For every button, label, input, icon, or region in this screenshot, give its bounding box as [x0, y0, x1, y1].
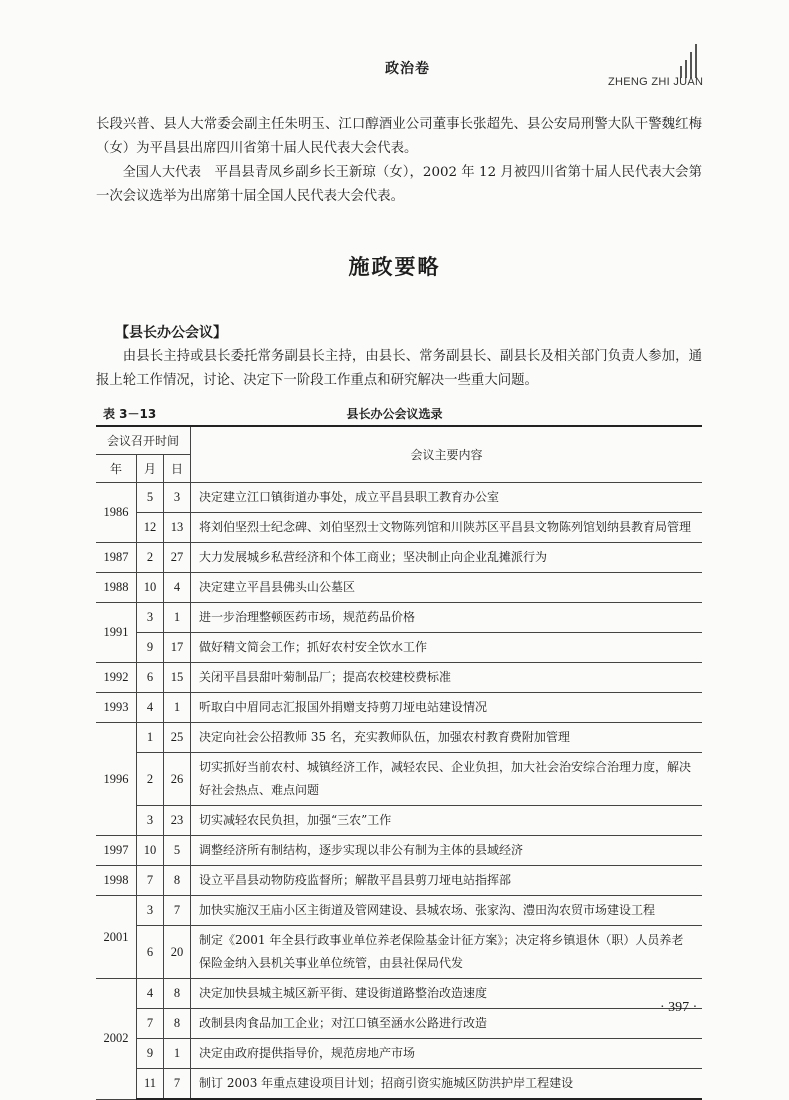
header-time-group: 会议召开时间: [96, 426, 191, 455]
month-cell: 4: [137, 979, 164, 1009]
header-day: 日: [164, 455, 191, 483]
month-cell: 7: [137, 1009, 164, 1039]
month-cell: 6: [137, 926, 164, 979]
subheading: 【县长办公会议】: [115, 325, 227, 341]
header-year: 年: [96, 455, 137, 483]
month-cell: 5: [137, 483, 164, 513]
paragraph-body: 平昌县青凤乡副乡长王新琼（女），2002 年 12 月被四川省第十届人民代表大会第一次会议选举为出席第十届全国人民代表大会代表。: [96, 165, 702, 204]
table-row: [96, 896, 702, 926]
day-cell: 1: [164, 603, 191, 633]
day-cell: 8: [164, 866, 191, 896]
month-cell: 10: [137, 573, 164, 603]
month-cell: 7: [137, 866, 164, 896]
bar-logo-icon: [680, 42, 700, 78]
year-cell: 1986: [96, 483, 137, 543]
volume-pinyin: ZHENG ZHI JUAN: [608, 76, 704, 88]
table-row: [96, 1009, 702, 1039]
day-cell: 5: [164, 836, 191, 866]
month-cell: 4: [137, 693, 164, 723]
content-cell: 大力发展城乡私营经济和个体工商业；坚决制止向企业乱摊派行为: [191, 543, 703, 573]
content-cell: 决定由政府提供指导价，规范房地产市场: [191, 1039, 703, 1069]
day-cell: 15: [164, 663, 191, 693]
month-cell: 2: [137, 753, 164, 806]
month-cell: 9: [137, 1039, 164, 1069]
table-row: [96, 663, 702, 693]
month-cell: 11: [137, 1069, 164, 1100]
content-cell: 调整经济所有制结构，逐步实现以非公有制为主体的县域经济: [191, 836, 703, 866]
year-cell: 1992: [96, 663, 137, 693]
month-cell: 3: [137, 603, 164, 633]
content-cell: 制定《2001 年全县行政事业单位养老保险基金计征方案》；决定将乡镇退休（职）人员养老保险金纳入县机关事业单位统管，由县社保局代发: [191, 926, 703, 979]
day-cell: 17: [164, 633, 191, 663]
month-cell: 3: [137, 896, 164, 926]
table-row: [96, 693, 702, 723]
content-cell: 制订 2003 年重点建设项目计划；招商引资实施城区防洪护岸工程建设: [191, 1069, 703, 1100]
table-row: [96, 513, 702, 543]
month-cell: 9: [137, 633, 164, 663]
table-row: [96, 603, 702, 633]
section-title: 施政要略: [348, 255, 441, 279]
content-cell: 听取白中眉同志汇报国外捐赠支持剪刀垭电站建设情况: [191, 693, 703, 723]
paragraph-lead: 全国人大代表: [122, 165, 202, 180]
content-cell: 决定建立平昌县佛头山公墓区: [191, 573, 703, 603]
day-cell: 3: [164, 483, 191, 513]
content-cell: 决定加快县城主城区新平街、建设街道路整治改造速度: [191, 979, 703, 1009]
table-number: 表 3－13: [103, 407, 157, 421]
month-cell: 10: [137, 836, 164, 866]
year-cell: 1987: [96, 543, 137, 573]
year-cell: 1988: [96, 573, 137, 603]
day-cell: 4: [164, 573, 191, 603]
table-row: [96, 866, 702, 896]
day-cell: 8: [164, 1009, 191, 1039]
intro-paragraph-1: 长段兴普、县人大常委会副主任朱明玉、江口醇酒业公司董事长张超先、县公安局刑警大队干警魏红梅（女）为平昌县出席四川省第十届人民代表大会代表。: [96, 117, 702, 156]
table-row: [96, 979, 702, 1009]
day-cell: 20: [164, 926, 191, 979]
year-cell: 1997: [96, 836, 137, 866]
year-cell: 1993: [96, 693, 137, 723]
content-cell: 切实减轻农民负担，加强“三农”工作: [191, 806, 703, 836]
table-row: [96, 483, 702, 513]
table-row: [96, 753, 702, 806]
section-description: 由县长主持或县长委托常务副县长主持，由县长、常务副县长、副县长及相关部门负责人参加，通报上轮工作情况，讨论、决定下一阶段工作重点和研究解决一些重大问题。: [96, 349, 702, 388]
table-row: [96, 543, 702, 573]
day-cell: 8: [164, 979, 191, 1009]
month-cell: 12: [137, 513, 164, 543]
table-row: [96, 1069, 702, 1100]
content-cell: 关闭平昌县甜叶菊制品厂；提高农校建校费标准: [191, 663, 703, 693]
day-cell: 1: [164, 693, 191, 723]
day-cell: 25: [164, 723, 191, 753]
volume-title: 政治卷: [385, 61, 430, 77]
month-cell: 3: [137, 806, 164, 836]
table-title: 县长办公会议选录: [346, 407, 443, 421]
header-month: 月: [137, 455, 164, 483]
content-cell: 设立平昌县动物防疫监督所；解散平昌县剪刀垭电站指挥部: [191, 866, 703, 896]
table-row: [96, 926, 702, 979]
day-cell: 1: [164, 1039, 191, 1069]
content-cell: 改制县肉食品加工企业；对江口镇至涵水公路进行改造: [191, 1009, 703, 1039]
table-row: [96, 723, 702, 753]
year-cell: 1996: [96, 723, 137, 836]
year-cell: 2002: [96, 979, 137, 1100]
content-cell: 做好精文简会工作；抓好农村安全饮水工作: [191, 633, 703, 663]
day-cell: 26: [164, 753, 191, 806]
table-row: [96, 633, 702, 663]
month-cell: 2: [137, 543, 164, 573]
day-cell: 7: [164, 1069, 191, 1100]
page-number: · 397 ·: [660, 1000, 698, 1015]
content-cell: 将刘伯坚烈士纪念碑、刘伯坚烈士文物陈列馆和川陕苏区平昌县文物陈列馆划纳县教育局管理: [191, 513, 703, 543]
content-cell: 进一步治理整顿医药市场，规范药品价格: [191, 603, 703, 633]
day-cell: 27: [164, 543, 191, 573]
table-row: [96, 573, 702, 603]
meetings-table: [96, 425, 702, 1100]
content-cell: 加快实施汉王庙小区主街道及管网建设、县城农场、张家沟、澧田沟农贸市场建设工程: [191, 896, 703, 926]
header-content: 会议主要内容: [191, 426, 703, 483]
year-cell: 1991: [96, 603, 137, 663]
month-cell: 1: [137, 723, 164, 753]
year-cell: 1998: [96, 866, 137, 896]
month-cell: 6: [137, 663, 164, 693]
day-cell: 23: [164, 806, 191, 836]
table-row: [96, 836, 702, 866]
table-row: [96, 1039, 702, 1069]
page-header: [0, 0, 789, 95]
content-cell: 决定向社会公招教师 35 名，充实教师队伍，加强农村教育费附加管理: [191, 723, 703, 753]
intro-paragraph-2: [96, 161, 702, 209]
day-cell: 13: [164, 513, 191, 543]
content-cell: 切实抓好当前农村、城镇经济工作，减轻农民、企业负担，加大社会治安综合治理力度，解决好社会热点、难点问题: [191, 753, 703, 806]
table-row: [96, 806, 702, 836]
year-cell: 2001: [96, 896, 137, 979]
content-cell: 决定建立江口镇街道办事处，成立平昌县职工教育办公室: [191, 483, 703, 513]
day-cell: 7: [164, 896, 191, 926]
table-body: [96, 483, 702, 1100]
